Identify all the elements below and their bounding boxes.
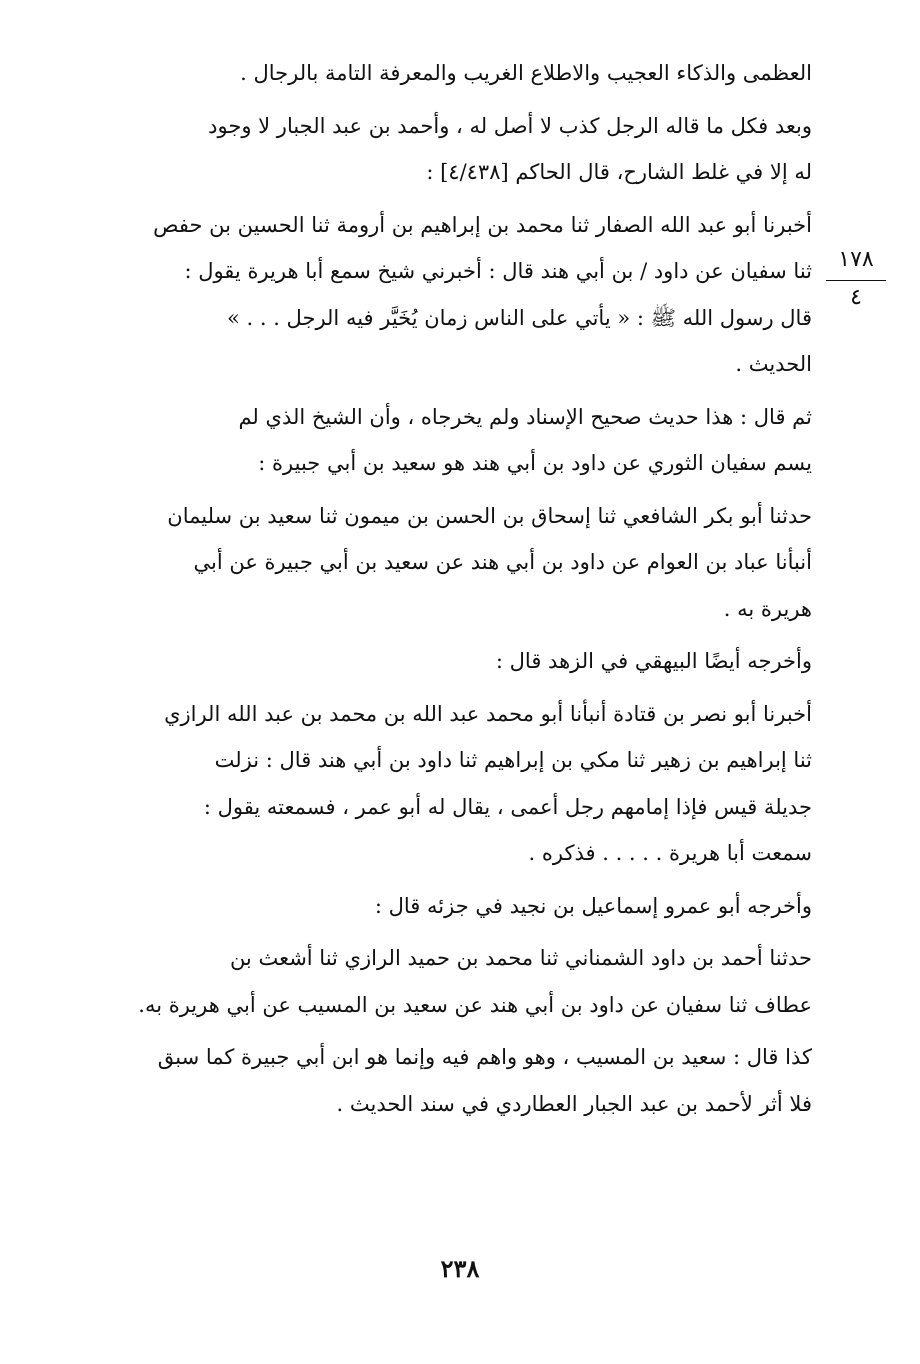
text-line: عطاف ثنا سفيان عن داود بن أبي هند عن سعيد بن المسيب عن أبي هريرة به. bbox=[138, 992, 812, 1017]
text-line: وأخرجه أيضًا البيهقي في الزهد قال : bbox=[495, 649, 812, 673]
main-text bbox=[90, 50, 812, 1133]
text-line: العظمى والذكاء العجيب والاطلاع الغريب والمعرفة التامة بالرجال . bbox=[240, 61, 812, 85]
margin-reference-volume: ٤ bbox=[850, 285, 862, 310]
paragraph bbox=[90, 935, 812, 1028]
text-line: حدثنا أحمد بن داود الشمناني ثنا محمد بن حميد الرازي ثنا أشعث بن bbox=[229, 946, 812, 970]
text-line: سمعت أبا هريرة . . . . . فذكره . bbox=[528, 841, 812, 865]
text-line: يسم سفيان الثوري عن داود بن أبي هند هو سعيد بن أبي جبيرة : bbox=[258, 451, 812, 475]
page-number: ٢٣٨ bbox=[440, 1254, 480, 1283]
paragraph bbox=[90, 638, 812, 685]
text-line: فلا أثر لأحمد بن عبد الجبار العطاردي في سند الحديث . bbox=[336, 1091, 812, 1116]
paragraph bbox=[90, 202, 812, 388]
paragraph bbox=[90, 1034, 812, 1127]
text-line: أخبرنا أبو نصر بن قتادة أنبأنا أبو محمد عبد الله بن محمد بن عبد الله الرازي bbox=[164, 701, 812, 726]
text-line: ثنا إبراهيم بن زهير ثنا مكي بن إبراهيم ثنا داود بن أبي هند قال : نزلت bbox=[214, 748, 812, 772]
text-line: الحديث . bbox=[735, 352, 812, 376]
text-line: ثم قال : هذا حديث صحيح الإسناد ولم يخرجاه ، وأن الشيخ الذي لم bbox=[238, 404, 812, 429]
text-line: وأخرجه أبو عمرو إسماعيل بن نجيد في جزئه قال : bbox=[374, 893, 812, 918]
text-line: وبعد فكل ما قاله الرجل كذب لا أصل له ، وأحمد بن عبد الجبار لا وجود bbox=[208, 113, 812, 138]
paragraph bbox=[90, 50, 812, 97]
text-line: له إلا في غلط الشارح، قال الحاكم [٤/٤٣٨] : bbox=[426, 160, 812, 184]
text-line: حدثنا أبو بكر الشافعي ثنا إسحاق بن الحسن بن ميمون ثنا سعيد بن سليمان bbox=[167, 503, 812, 528]
paragraph bbox=[90, 691, 812, 877]
text-line: ثنا سفيان عن داود / بن أبي هند قال : أخبرني شيخ سمع أبا هريرة يقول : bbox=[184, 259, 812, 283]
text-line: جديلة قيس فإذا إمامهم رجل أعمى ، يقال له أبو عمر ، فسمعته يقول : bbox=[203, 794, 812, 819]
paragraph bbox=[90, 103, 812, 196]
paragraph bbox=[90, 883, 812, 930]
margin-reference bbox=[826, 244, 886, 313]
margin-reference-page: ١٧٨ bbox=[826, 244, 886, 281]
paragraph bbox=[90, 493, 812, 633]
text-line: هريرة به . bbox=[723, 596, 812, 621]
text-line: أنبأنا عباد بن العوام عن داود بن أبي هند عن سعيد بن أبي جبيرة عن أبي bbox=[193, 550, 812, 574]
text-line: قال رسول الله ﷺ : « يأتي على الناس زمان يُخَيَّر فيه الرجل . . . » bbox=[226, 305, 812, 330]
paragraph bbox=[90, 394, 812, 487]
text-line: أخبرنا أبو عبد الله الصفار ثنا محمد بن إبراهيم بن أرومة ثنا الحسين بن حفص bbox=[153, 212, 812, 237]
text-line: كذا قال : سعيد بن المسيب ، وهو واهم فيه وإنما هو ابن أبي جبيرة كما سبق bbox=[157, 1045, 812, 1069]
